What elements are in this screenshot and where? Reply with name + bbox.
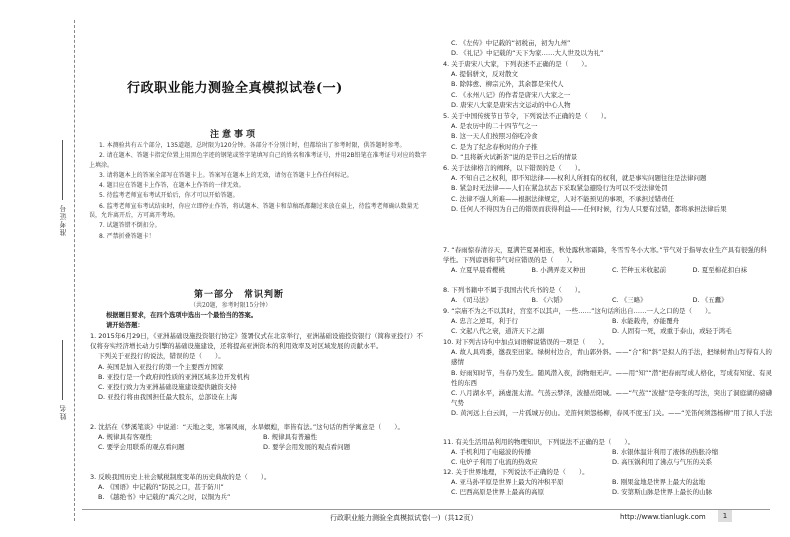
- exam-number-label: 准考证号: [58, 140, 68, 236]
- option-d: D. 亚投行将由我国担任最大股东，总部设在上海: [98, 393, 238, 402]
- option-a: A. 忠言之逆耳，利于行: [451, 317, 518, 326]
- option-d: D. 唐宋八大家是唐宋古文运动的中心人物: [451, 100, 571, 109]
- part-instructions: 根据题目要求，在四个选项中选出一个最恰当的答案。 请开始答题：: [106, 312, 258, 329]
- option-d: D. 高压锅利用了沸点与气压的关系: [612, 458, 713, 467]
- option-b: B. 《六韬》: [531, 296, 567, 305]
- option-c: C. 《永州八记》的作者是唐宋八大家之一: [451, 90, 571, 99]
- option-c: C. 《三略》: [612, 296, 647, 305]
- option-b: B. 《越绝书》中记载的“禹穴之时，以铜为兵”: [98, 493, 231, 502]
- notice-item: 8. 严禁折叠答题卡！: [99, 232, 155, 240]
- question-3: 3. 反映我国历史上社会赋税制度变革的历史典故的是（ ）。 A. 《国语》中记载的“防民之口，甚于防川” B. 《越绝书》中记载的“禹穴之时，以铜为兵”: [90, 472, 428, 503]
- question-2: 2. 沈括在《梦溪笔谈》中说道：“天地之变，寒暑风雨，水旱螟蝗，率皆有法。”这句话的哲学寓意是（ ）。 A. 规律具有客观性 B. 规律具有普遍性 C. 要学会用联系的观点看问题 D. 要学会用发展的观点看问题: [90, 422, 428, 453]
- part-title: 第一部分 常识判断: [194, 290, 285, 300]
- option-a: A. 立夏早晨看樱桃: [451, 266, 505, 275]
- option-b: B. 小满弄麦又种田: [531, 266, 586, 275]
- option-a: A. 不知自己之权利，即不知法律——权利人所拥有的权利，就是事实问题往往是法律问题: [451, 174, 707, 183]
- right-column: [435, 0, 780, 520]
- notice-list: [89, 141, 427, 242]
- question-7: 7. “春雨惊春清谷天，夏满芒夏暑相连，秋处露秋寒霜降，冬雪雪冬小大寒。”节气对于指导农业生产具有很强的科学性。下列谚语和节气对应错误的是（ ）。 A. 立夏早晨看樱桃 B. 小满弄麦又种田 C. 芒种玉米收起前 D. 夏至棉花扣白袜: [443, 245, 773, 276]
- notice-item: 4. 题目应在答题卡上作答，在题本上作答的一律无效。: [99, 182, 245, 190]
- option-c: C. 《左传》中记载的“初税亩，初为九州”: [451, 39, 571, 47]
- option-a: A. 手机利用了电磁波的传播: [451, 448, 531, 457]
- option-a: A. 亚马孙平原是世界上最大的冲积平原: [451, 478, 564, 487]
- option-c: C. 文起八代之衰，道济天下之溺: [451, 327, 545, 336]
- footer-title: 行政职业能力测验全真模拟试卷(一)（共12页）: [330, 514, 478, 522]
- option-b: B. 规律具有普遍性: [263, 433, 318, 442]
- option-d: D. 要学会用发展的观点看问题: [263, 443, 351, 452]
- notice-item: 3. 请将题本上的答案全部写在答题卡上。答案写在题本上的无效，请勿在答题卡上作任何标记。: [99, 171, 353, 179]
- footer-url: http://www.tianlugk.com: [620, 513, 706, 521]
- option-c: C. 法律不强人所难——根据法律规定，人对不能预见的事项，不承担过错责任: [451, 194, 675, 203]
- footer-divider: [82, 509, 770, 510]
- page-number: 1: [718, 510, 732, 522]
- option-d: D. 夏至棉花扣白袜: [692, 266, 748, 275]
- option-a: A. 英国是加入亚投行的第一个主要西方国家: [98, 362, 224, 371]
- question-6: 6. 关于法律格言的阐释，以下错误的是（ ）。 A. 不知自己之权利，即不知法律——权利人所拥有的权利，就是事实问题往往是法律问题 B. 紧急时无法律——人们在紧急状态下采取紧急避险行为可以不受法律处罚 C. 法律不强人所难——根据法律规定，人对不能预见的事项，不承担过错责任 D. 任何人不得因为自己的错误而获得利益——任何时候，行为人只要有过错，都将承担法律后果: [443, 163, 773, 214]
- question-3-cont: [443, 38, 773, 58]
- question-1: 1. 2015年6月29日，《亚洲基础设施投资银行协定》签署仪式在北京举行，亚洲基础设施投资银行（简称亚投行）不仅将夯实经济增长动力引擎的基础设施建设，还将提高亚洲资本的利用效率及对区域发展的贡献水平。 下列关于亚投行的说法，错误的是（ ）。 A. 英国是加入亚投行的第一个主要西方国家 B. 亚投行是一个政府间性质的亚洲区域多边开发机构 C. 亚投行致力为亚洲基础设施建设提供融资支持 D. 亚投行将由我国担任最大股东，总部设在上海: [90, 331, 428, 402]
- option-d: D. 《礼记》中记载的“天下为家……大人世及以为礼”: [451, 49, 604, 58]
- question-11: 11. 有关生活用品利用的物理知识，下列说法不正确的是（ ）。 A. 手机利用了电磁波的传播 B. 水银体温计利用了液体的热胀冷缩 C. 电炉子利用了电流的热效应 D. 高压锅利用了沸点与气压的关系: [443, 437, 773, 468]
- notice-item: 2. 请在题本、答题卡指定位置上用黑色字迹的钢笔或签字笔填写自己的姓名和准考证号，并用2B铅笔在准考证号对应的数字上填涂。: [89, 152, 427, 169]
- option-b: B. 亚投行是一个政府间性质的亚洲区域多边开发机构: [98, 372, 250, 381]
- exam-title: 行政职业能力测验全真模拟试卷(一): [127, 81, 343, 96]
- notice-item: 6. 监考老师宣布考试结束时，你应立即停止作答，将试题本、答题卡和草稿纸都翻过来放在桌上，待监考老师确认数量无误，允许离开后，方可离开考场。: [89, 202, 419, 220]
- notice-item: 5. 待监考老师宣布考试开始后，你才可以开始答题。: [99, 192, 239, 200]
- option-b: B. 紧急时无法律——人们在紧急状态下采取紧急避险行为可以不受法律处罚: [451, 184, 668, 193]
- option-d: D. 任何人不得因为自己的错误而获得利益——任何时候，行为人只要有过错，都将承担法律后果: [451, 204, 727, 213]
- option-d: D. 黄河远上白云间，一片孤城万仞山。羌笛何须怨杨柳，春风不度玉门关。——“羌笛何须怨杨柳”用了拟人手法: [451, 409, 773, 418]
- question-10: 10. 对下列古诗句中加点词语解说错误的一项是（ ）。 A. 故人具鸡黍，邀我至田家。绿树村边合，青山郭外斜。——“合”和“斜”是拟人的手法，把绿树青山写得有人的感情 B. 好雨知时节，当春乃发生。随风潜入夜，润物细无声。——用“知”“潜”把春雨写成人格化，写成有知觉、有灵性的东西 C. 八月湖水平，涵虚混太清。气蒸云梦泽，波撼岳阳城。——“气蒸”“波撼”是夸张的写法，突出了洞庭湖的磅礴气势 D. 黄河远上白云间，一片孤城万仞山。羌笛何须怨杨柳，春风不度玉门关。——“羌笛何须怨杨柳”用了拟人手法: [443, 338, 773, 418]
- option-a: A. 故人具鸡黍，邀我至田家。绿树村边合，青山郭外斜。——“合”和“斜”是拟人的手法，把绿树青山写得有人的感情: [451, 348, 772, 367]
- option-c: C. 电炉子利用了电流的热效应: [451, 458, 538, 467]
- left-column: [82, 0, 432, 520]
- name-label: 姓名: [58, 340, 68, 420]
- option-c: C. 八月湖水平，涵虚混太清。气蒸云梦泽，波撼岳阳城。——“气蒸”“波撼”是夸张的写法，突出了洞庭湖的磅礴气势: [451, 389, 773, 408]
- notice-item: 1. 本测验共有五个部分，135道题，总时限为120分钟。各部分不分别计时，但都给出了参考时限，供答题时参考。: [99, 142, 406, 149]
- option-b: B. 水能载舟，亦能覆舟: [612, 317, 680, 326]
- question-5: 5. 关于中国传统节日节令，下列说法不正确的是（ ）。 A. 是农历中的二十四节气之一 B. 这一天人们按照习俗吃冷食 C. 是为了纪念春秋时的介子推 D. “且将新火试新茶”说的是节日之后的情景: [443, 111, 773, 162]
- option-c: C. 巴西高原是世界上最高的高原: [451, 488, 545, 497]
- option-a: A. 提倡骈文，反对散文: [451, 70, 518, 79]
- option-b: B. 除韩愈、柳宗元外，其余都是宋代人: [451, 80, 564, 89]
- option-a: A. 《国语》中记载的“防民之口，甚于防川”: [98, 483, 224, 492]
- question-9: 9. “宗庙不为之不以其时，宫室不以其声，一些……”这句话所出自……一人之口的是（ ）。 A. 忠言之逆耳，利于行 B. 水能载舟，亦能覆舟 C. 文起八代之衰，道济天下之溺 D. 人固有一死，或重于泰山，或轻于鸿毛: [443, 306, 773, 337]
- option-a: A. 《司马法》: [451, 296, 492, 305]
- question-8: 8. 下列书籍中不属于我国古代兵书的是（ ）。 A. 《司马法》 B. 《六韬》 C. 《三略》 D. 《五蠹》: [443, 285, 773, 305]
- option-a: A. 是农历中的二十四节气之一: [451, 122, 538, 131]
- option-b: B. 好雨知时节，当春乃发生。随风潜入夜，润物细无声。——用“知”“潜”把春雨写成人格化，写成有知觉、有灵性的东西: [451, 368, 773, 387]
- question-4: 4. 关于唐宋八大家，下列表述不正确的是（ ）。 A. 提倡骈文，反对散文 B. 除韩愈、柳宗元外，其余都是宋代人 C. 《永州八记》的作者是唐宋八大家之一 D. 唐宋八大家是唐宋古文运动的中心人物: [443, 59, 773, 110]
- option-d: D. 人固有一死，或重于泰山，或轻于鸿毛: [612, 327, 732, 336]
- option-c: C. 芒种玉米收起前: [612, 266, 667, 275]
- notice-item: 7. 试题答错不倒扣分。: [99, 222, 161, 230]
- notice-title: 注意事项: [210, 130, 259, 140]
- option-b: B. 刚果盆地是世界上最大的盆地: [612, 478, 706, 487]
- option-c: C. 亚投行致力为亚洲基础设施建设提供融资支持: [98, 383, 237, 392]
- option-b: B. 这一天人们按照习俗吃冷食: [451, 132, 538, 141]
- option-d: D. 安第斯山脉是世界上最长的山脉: [612, 488, 713, 497]
- question-12: 12. 关于世界地理，下列说法不正确的是（ ）。 A. 亚马孙平原是世界上最大的冲积平原 B. 刚果盆地是世界上最大的盆地 C. 巴西高原是世界上最高的高原 D. 安第斯山脉是世界上最长的山脉: [443, 467, 773, 498]
- option-d: D. “且将新火试新茶”说的是节日之后的情景: [451, 152, 578, 161]
- option-d: D. 《五蠹》: [692, 296, 728, 305]
- option-a: A. 规律具有客观性: [98, 433, 152, 442]
- option-b: B. 水银体温计利用了液体的热胀冷缩: [612, 448, 719, 457]
- option-c: C. 要学会用联系的观点看问题: [98, 443, 185, 452]
- binding-dashed-line: [74, 20, 75, 521]
- option-c: C. 是为了纪念春秋时的介子推: [451, 142, 538, 151]
- part-subtitle: （共20题，参考时限15分钟）: [190, 302, 272, 309]
